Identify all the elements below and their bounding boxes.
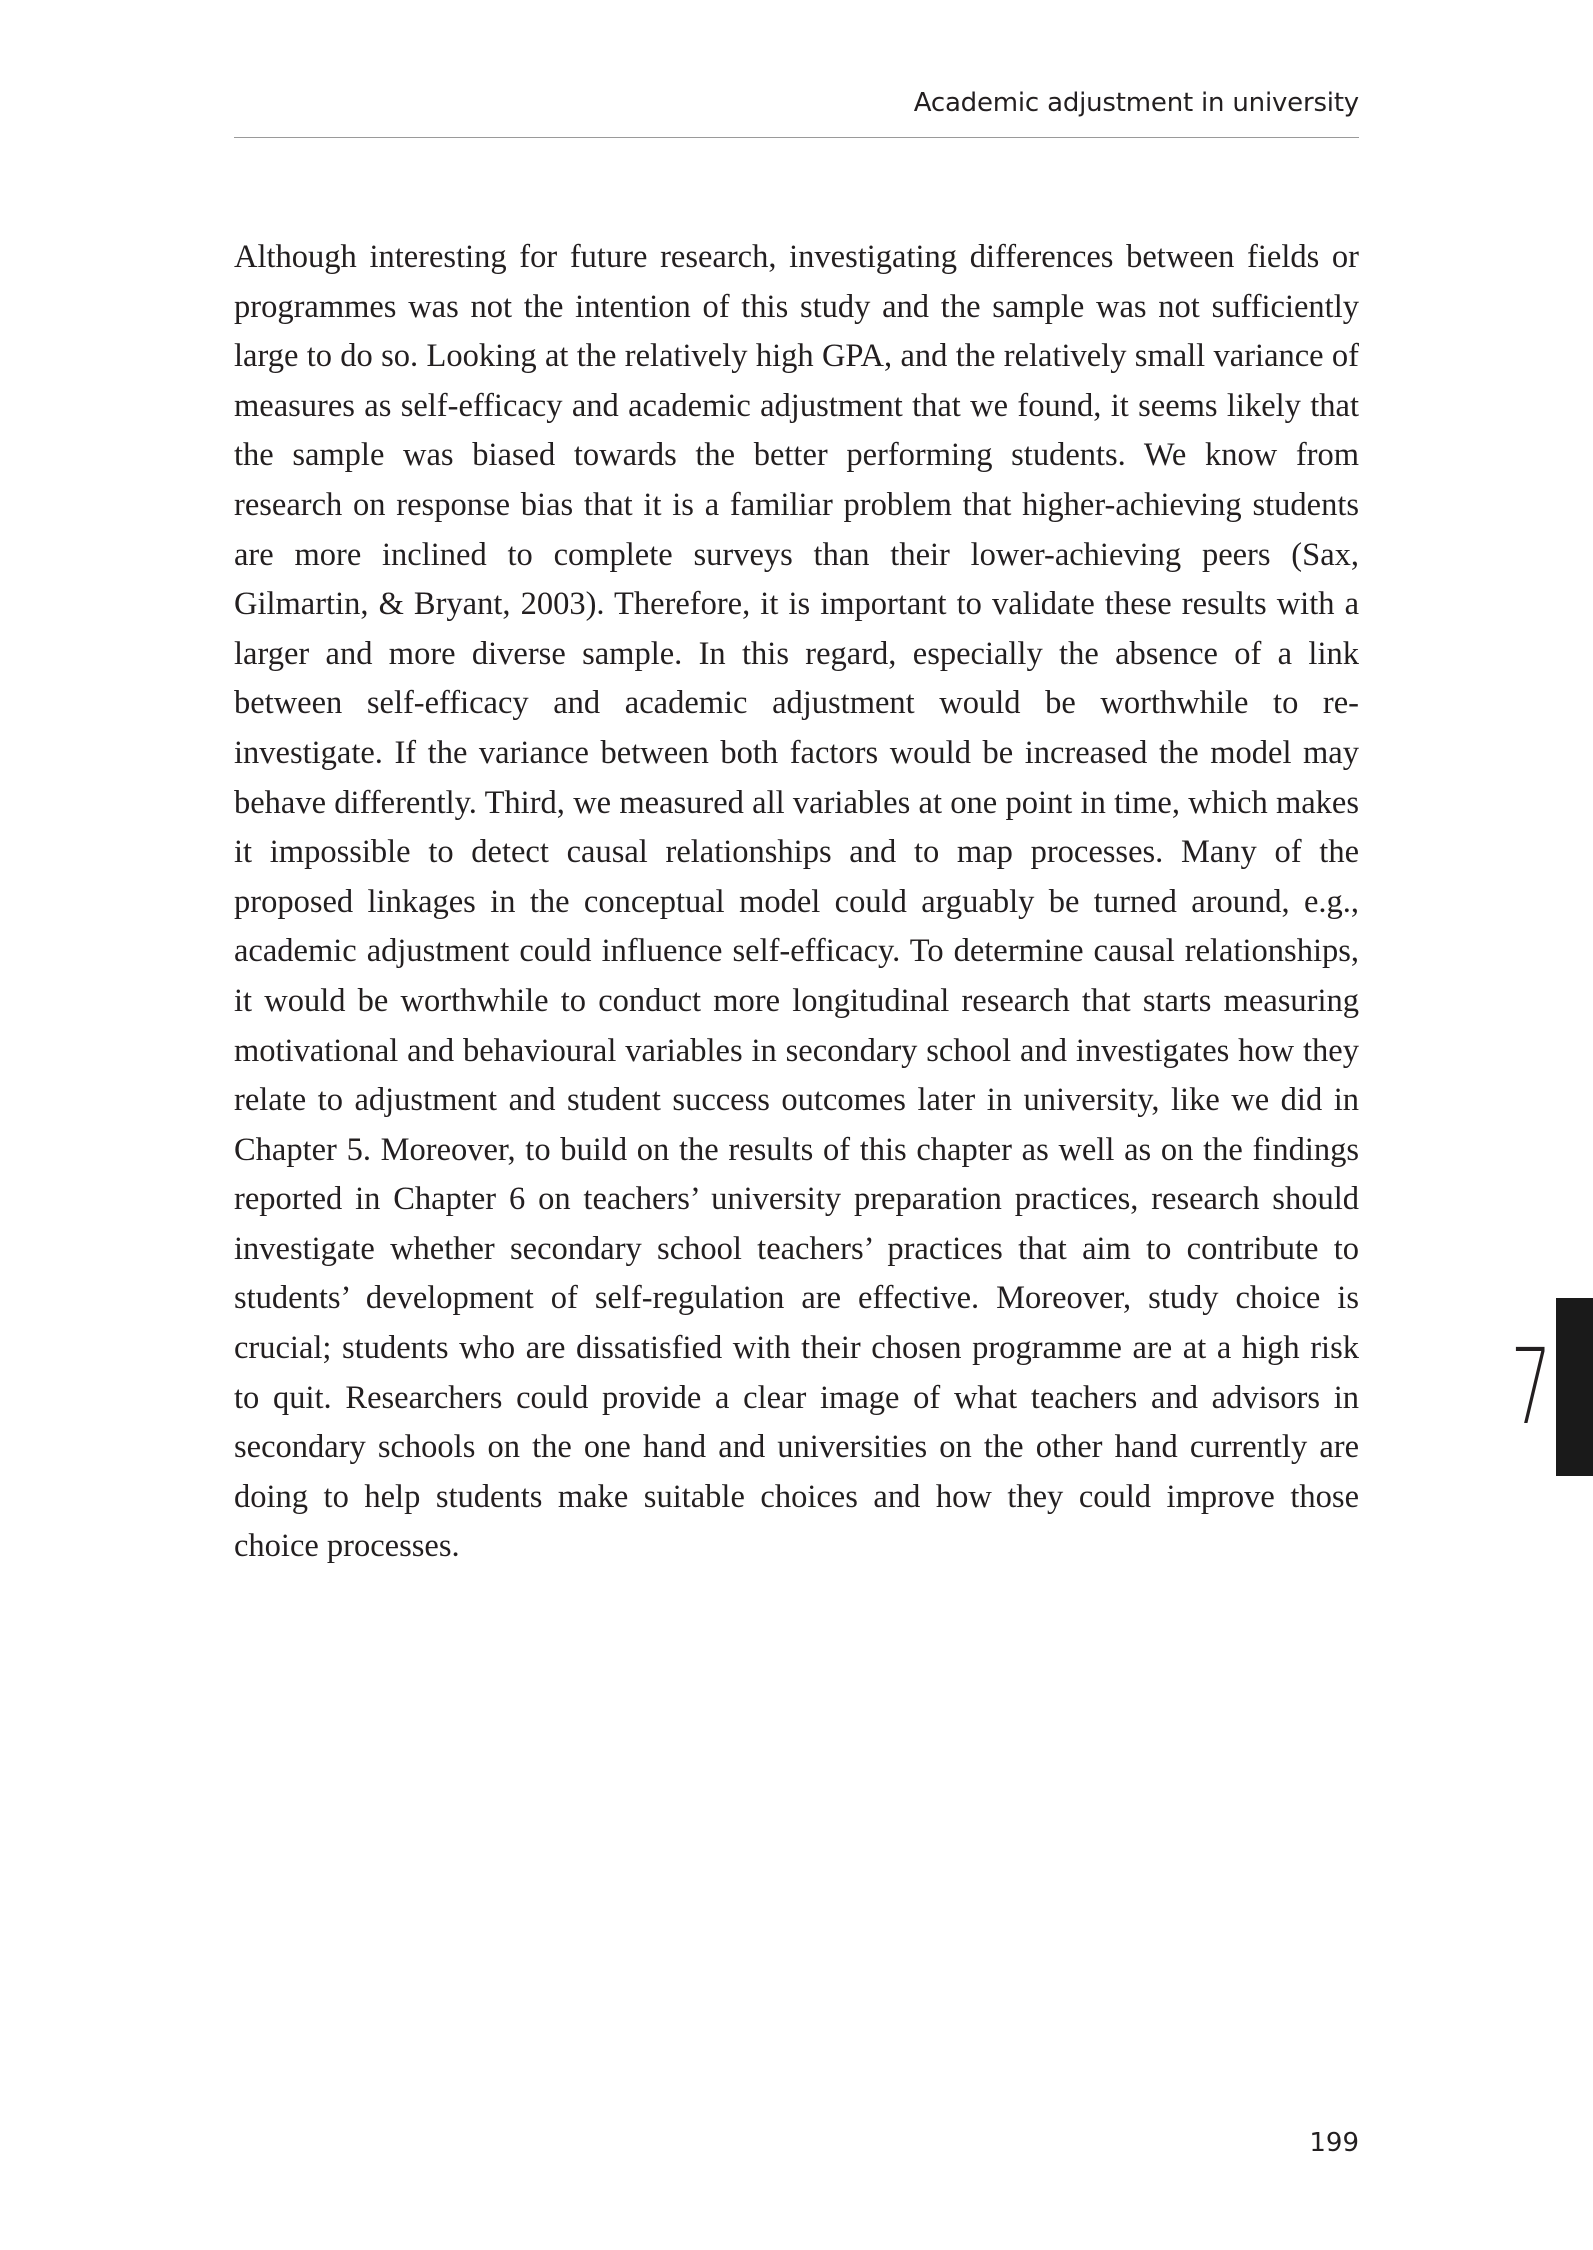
body-paragraph: Although interesting for future research, investigating differences between fields or programmes was not the intention of this study and the sample was not sufficiently large to do so. Looking at the relatively high GPA, and the relatively small variance of measures as self-efficacy and academic adjustment that we found, it seems likely that the sample was biased towards the better performing students. We know from research on response bias that it is a familiar problem that higher-achieving students are more inclined to complete surveys than their lower-achieving peers (Sax, Gilmartin, & Bryant, 2003). Therefore, it is important to validate these results with a larger and more diverse sample. In this regard, especially the absence of a link between self-efficacy and academic adjustment would be worthwhile to re-investigate. If the variance between both factors would be increased the model may behave differently. Third, we measured all variables at one point in time, which makes it impossible to detect causal relationships and to map processes. Many of the proposed linkages in the conceptual model could arguably be turned around, e.g., academic adjustment could influence self-efficacy. To determine causal relationships, it would be worthwhile to conduct more longitudinal research that starts measuring motivational and behavioural variables in secondary school and investigates how they relate to adjustment and student success outcomes later in university, like we did in Chapter 5. Moreover, to build on the results of this chapter as well as on the findings reported in Chapter 6 on teachers’ university preparation practices, research should investigate whether secondary school teachers’ practices that aim to contribute to students’ development of self-regulation are effective. Moreover, study choice is crucial; students who are dissatisfied with their chosen programme are at a high risk to quit. Researchers could provide a clear image of what teachers and advisors in secondary schools on the one hand and universities on the other hand currently are doing to help students make suitable choices and how they could improve those choice processes. [234,239,1359,1565]
header-rule [234,137,1359,138]
chapter-thumb-tab [1556,1298,1593,1476]
page-number: 199 [1309,2128,1359,2158]
chapter-number: 7 [1510,1326,1552,1448]
running-header: Academic adjustment in university [913,88,1359,118]
